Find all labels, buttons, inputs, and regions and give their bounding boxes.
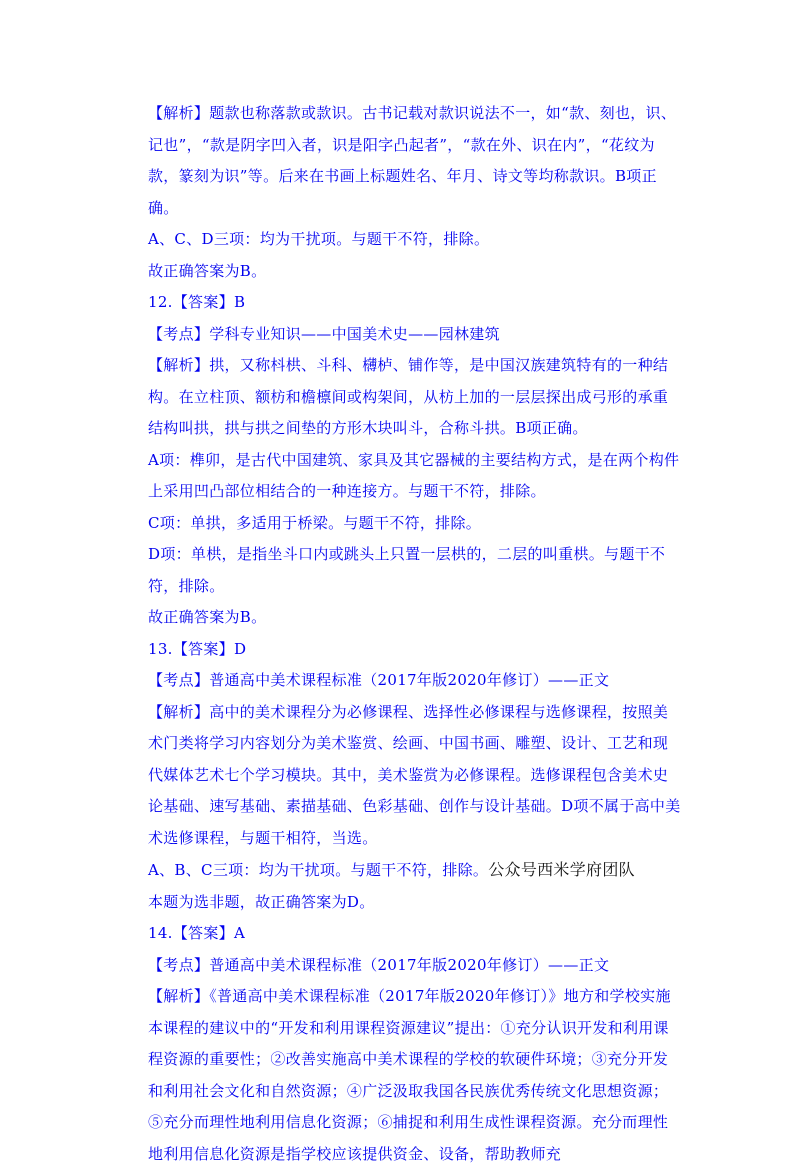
analysis-text: 题款也称落款或款识。古书记载对款识说法不一，如“款、刻也，识、记也”，“款是阴字凹入者，识是阳字凸起者”，“款在外、识在内”，“花纹为款，篆刻为识”等。后来在书画上标题姓名、年月、诗文等均称款识。B项正确。 <box>148 104 677 217</box>
analysis-tag: 【解析】 <box>148 702 210 721</box>
option-d-12: D项：单栱，是指坐斗口内或跳头上只置一层栱的，二层的叫重栱。与题干不符，排除。 <box>148 545 666 595</box>
paragraph-options-acd: A、C、D三项：均为干扰项。与题干不符，排除。 <box>148 230 490 248</box>
analysis-tag: 【解析】 <box>148 356 210 374</box>
analysis-12 <box>120 350 682 445</box>
answer-12: 12.【答案】B <box>148 293 246 311</box>
kaodian-text: 普通高中美术课程标准（2017年版2020年修订）——正文 <box>209 671 610 689</box>
options-abc-text: A、B、C三项：均为干扰项。与题干不符，排除。 <box>148 861 489 879</box>
paragraph-conclusion-11: 故正确答案为B。 <box>148 261 267 280</box>
analysis-text: 高中的美术课程分为必修课程、选择性必修课程与选修课程，按照美术门类将学习内容划分为美术鉴赏、绘画、中国书画、雕塑、设计、工艺和现代媒体艺术七个学习模块。其中，美术鉴赏为必修课程。选修课程包含美术史论基础、速写基础、素描基础、色彩基础、创作与设计基础。D项不属于高中美术选修课程，与题干相符，当选。 <box>148 702 681 847</box>
option-a-12: A项：榫卯，是古代中国建筑、家具及其它器械的主要结构方式，是在两个构件上采用凹凸部位相结合的一种连接方。与题干不符，排除。 <box>148 450 680 500</box>
options-abc-13 <box>120 854 682 887</box>
paragraph-analysis-11 <box>120 98 682 224</box>
analysis-text: 拱，又称枓栱、斗科、欂栌、铺作等，是中国汉族建筑特有的一种结构。在立柱顶、额枋和檐檩间或构架间，从枋上加的一层层探出成弓形的承重结构叫拱，拱与拱之间垫的方形木块叫斗，合称斗拱。B项正确。 <box>148 356 669 437</box>
conclusion-13: 本题为选非题，故正确答案为D。 <box>148 892 375 911</box>
analysis-tag: 【解析】 <box>148 987 210 1005</box>
analysis-14 <box>120 981 682 1170</box>
watermark-text: 公众号西米学府团队 <box>488 860 635 879</box>
analysis-13 <box>120 697 682 855</box>
kaodian-text: 学科专业知识——中国美术史——园林建筑 <box>209 324 500 343</box>
analysis-text: 《普通高中美术课程标准（2017年版2020年修订）》地方和学校实施本课程的建议中的“开发和利用课程资源建议”提出：①充分认识开发和利用课程资源的重要性；②改善实施高中美术课程的学校的软硬件环境；③充分开发和利用社会文化和自然资源；④广泛汲取我国各民族优秀传统文化思想资源；⑤充分而理性地利用信息化资源；⑥捕捉和利用生成性课程资源。充分而理性地利用信息化资源是指学校应该提供资金、设备，帮助教师充 <box>148 987 671 1163</box>
answer-13: 13.【答案】D <box>148 639 247 658</box>
kaodian-tag: 【考点】 <box>148 324 210 343</box>
kaodian-tag: 【考点】 <box>148 671 210 689</box>
kaodian-tag: 【考点】 <box>148 955 210 974</box>
answer-14: 14.【答案】A <box>148 924 246 942</box>
analysis-tag: 【解析】 <box>148 104 210 122</box>
kaodian-text: 普通高中美术课程标准（2017年版2020年修订）——正文 <box>209 955 610 974</box>
document-body <box>120 98 682 1170</box>
conclusion-12: 故正确答案为B。 <box>148 608 267 626</box>
kaodian-13 <box>120 665 682 697</box>
option-c-12: C项：单拱，多适用于桥梁。与题干不符，排除。 <box>148 513 482 532</box>
kaodian-12 <box>120 319 682 351</box>
kaodian-14 <box>120 950 682 982</box>
